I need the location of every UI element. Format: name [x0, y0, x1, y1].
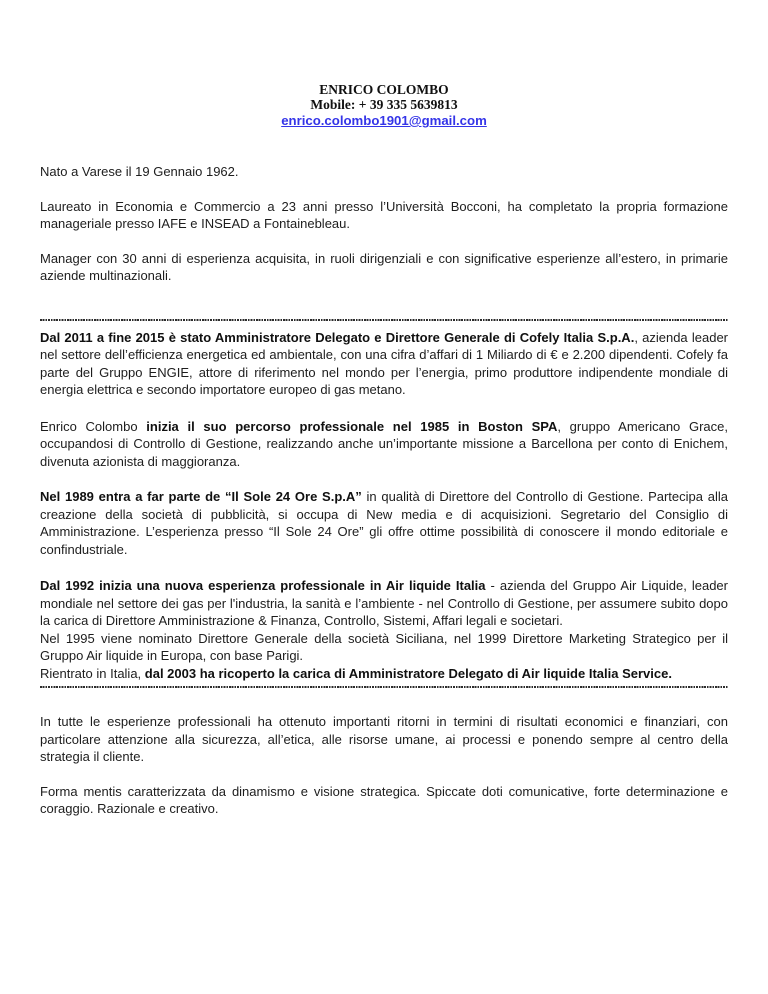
text-run: Rientrato in Italia,	[40, 665, 145, 681]
paragraph-p-cofely	[40, 329, 728, 399]
text-run: Forma mentis caratterizzata da dinamismo e visione strategica. Spiccate doti comunicative, forte determinazione e coraggio. Razionale e creativo.	[40, 783, 728, 816]
text-run: Nato a Varese il 19 Gennaio 1962.	[40, 164, 239, 179]
bold-text-run: Dal 2011 a fine 2015 è stato Amministratore Delegato e Direttore Generale di Cofely Italia S.p.A.	[40, 329, 635, 345]
text-run: - azienda del Gruppo Air Liquide, leader mondiale nel settore dei gas per l'industria, la sanità e l’ambiente - nel Controllo di Gestione, per assumere subito dopo la carica di Direttore Amministrazione & Finanza, Controllo, Sistemi, Affari legali e societari.	[40, 578, 728, 628]
text-run: , azienda leader nel settore dell’efficienza energetica ed ambientale, con una cifra d’affari di 1 Miliardo di € e 2.200 dipendenti. Cofely fa parte del Gruppo ENGIE, attore di riferimento nel mondo per l’energia, primo produttore indipendente mondiale di energia elettrica e secondo importatore europeo di gas metano.	[40, 329, 729, 397]
text-run: Laureato in Economia e Commercio a 23 anni presso l’Università Bocconi, ha completato la propria formazione manageriale presso IAFE e INSEAD a Fontainebleau.	[40, 198, 728, 231]
document-header	[40, 0, 728, 128]
dashed-divider	[40, 686, 728, 688]
paragraph-p-airliquide	[40, 577, 728, 682]
mobile-number: Mobile: + 39 335 5639813	[310, 97, 458, 112]
bold-text-run: inizia il suo percorso professionale nel 1985 in Boston SPA	[146, 418, 558, 434]
paragraph-p-sole24ore	[40, 488, 728, 558]
paragraph-p-boston	[40, 418, 728, 471]
paragraph-p-formamentis	[40, 783, 728, 818]
paragraph-p-manager	[40, 250, 728, 285]
dashed-divider	[40, 319, 728, 321]
text-run: Nel 1995 viene nominato Direttore Generale della società Siciliana, nel 1999 Direttore Marketing Strategico per il Gruppo Air liquide in Europa, con base Parigi.	[40, 630, 728, 663]
text-run: In tutte le esperienze professionali ha ottenuto importanti ritorni in termini di risultati economici e finanziari, con particolare attenzione alla sicurezza, all’etica, alle risorse umane, ai processi e ponendo sempre al centro della strategia il cliente.	[40, 714, 728, 764]
paragraph-p-birth	[40, 163, 728, 181]
text-run: Enrico Colombo	[40, 418, 147, 434]
document-body	[40, 163, 728, 818]
email-line	[40, 113, 728, 128]
bold-text-run: dal 2003 ha ricoperto la carica di Amministratore Delegato di Air liquide Italia Service.	[144, 665, 672, 681]
bold-text-run: Nel 1989 entra a far parte de “Il Sole 24 Ore S.p.A”	[40, 489, 362, 504]
person-name: ENRICO COLOMBO	[319, 82, 449, 97]
email-link[interactable]: enrico.colombo1901@gmail.com	[281, 113, 487, 128]
paragraph-p-results	[40, 713, 728, 766]
bold-text-run: Dal 1992 inizia una nuova esperienza professionale in Air liquide Italia	[40, 578, 486, 593]
paragraph-p-education	[40, 198, 728, 233]
text-run: in qualità di Direttore del Controllo di Gestione. Partecipa alla creazione della società di pubblicità, si occupa di New media e di acquisizioni. Segretario del Consiglio di Amministrazione. L’esperienza presso “Il Sole 24 Ore” gli offre ottime possibilità di conoscere il mondo editoriale e confindustriale.	[40, 489, 728, 557]
text-run: , gruppo Americano Grace, occupandosi di Controllo di Gestione, realizzando anche un’importante missione a Barcellona per conto di Enichem, divenuta azionista di maggioranza.	[40, 418, 728, 469]
text-run: Manager con 30 anni di esperienza acquisita, in ruoli dirigenziali e con significative esperienze all’estero, in primarie aziende multinazionali.	[40, 250, 728, 283]
